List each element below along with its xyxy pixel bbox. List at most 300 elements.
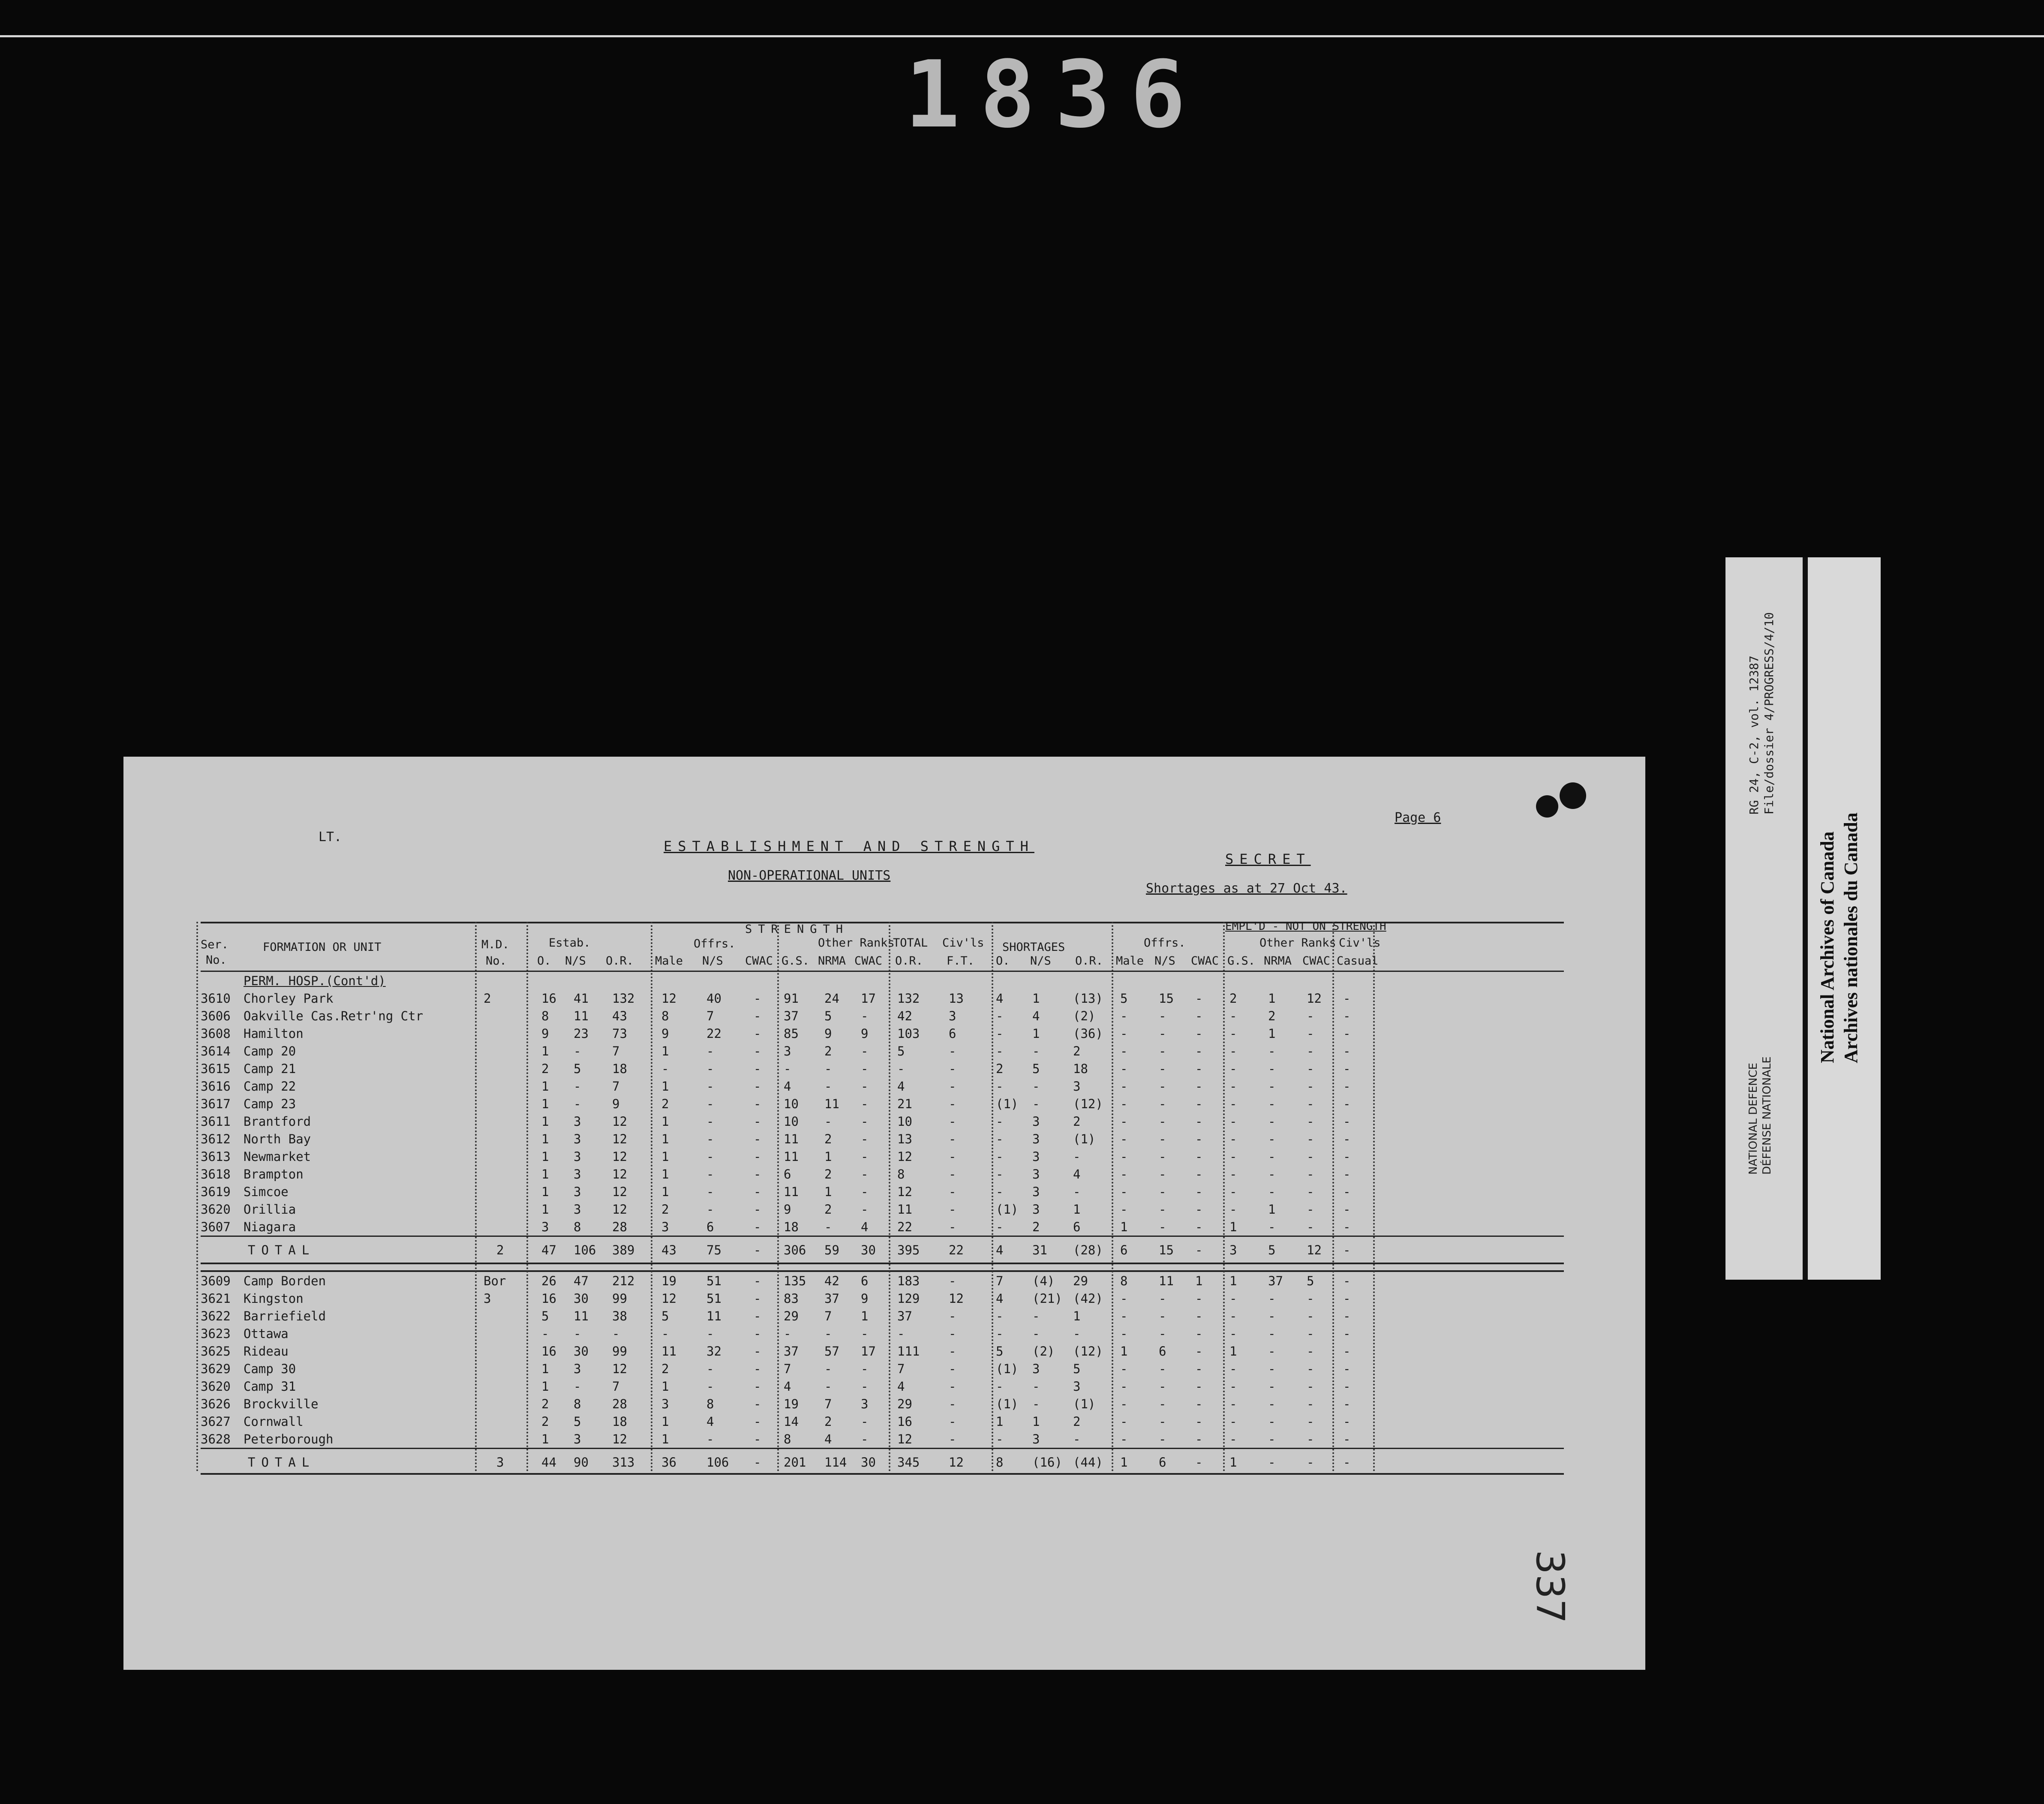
value-cell: 3: [1032, 1132, 1040, 1146]
value-cell: -: [1120, 1167, 1128, 1182]
value-cell: -: [1343, 1344, 1351, 1359]
value-cell: 14: [784, 1414, 799, 1429]
value-cell: -: [1032, 1326, 1040, 1341]
value-cell: -: [949, 1362, 956, 1376]
value-cell: 6: [861, 1274, 869, 1288]
value-cell: -: [1343, 1220, 1351, 1234]
value-cell: -: [1032, 1079, 1040, 1094]
value-cell: 1: [541, 1167, 549, 1182]
value-cell: 7: [612, 1079, 620, 1094]
value-cell: 23: [574, 1026, 589, 1041]
value-cell: -: [1229, 1362, 1237, 1376]
value-cell: 11: [661, 1344, 676, 1359]
value-cell: 4: [996, 1291, 1004, 1306]
table-row: [201, 1342, 1564, 1360]
value-cell: 10: [897, 1114, 912, 1129]
value-cell: 7: [612, 1379, 620, 1394]
table-row: [201, 1130, 1564, 1148]
file-line: File/dossier 4/PROGRESS/4/10: [1762, 612, 1776, 815]
value-cell: 29: [1073, 1274, 1088, 1288]
value-cell: -: [949, 1132, 956, 1146]
value-cell: -: [1307, 1326, 1314, 1341]
value-cell: (1): [1073, 1397, 1096, 1411]
table-row: [201, 1430, 1564, 1448]
value-cell: 12: [612, 1185, 627, 1199]
col-e-cwac2: CWAC: [1302, 954, 1331, 968]
value-cell: -: [574, 1326, 581, 1341]
value-cell: -: [1159, 1061, 1166, 1076]
value-cell: 3: [541, 1220, 549, 1234]
value-cell: -: [706, 1167, 714, 1182]
value-cell: -: [754, 1379, 761, 1394]
ser-no-cell: 3614: [201, 1044, 231, 1058]
total-cell: 59: [824, 1243, 839, 1257]
value-cell: 37: [784, 1344, 799, 1359]
col-e-ns: N/S: [1154, 954, 1175, 968]
unit-name-cell: North Bay: [243, 1132, 311, 1146]
value-cell: -: [1343, 1009, 1351, 1023]
value-cell: -: [1307, 1044, 1314, 1058]
value-cell: 3: [1032, 1167, 1040, 1182]
value-cell: 16: [897, 1414, 912, 1429]
ser-no-cell: 3615: [201, 1061, 231, 1076]
value-cell: 47: [574, 1274, 589, 1288]
value-cell: -: [1307, 1026, 1314, 1041]
value-cell: -: [706, 1149, 714, 1164]
value-cell: -: [824, 1362, 832, 1376]
value-cell: 2: [824, 1132, 832, 1146]
ser-no-cell: 3608: [201, 1026, 231, 1041]
value-cell: 5: [996, 1344, 1004, 1359]
value-cell: 111: [897, 1344, 920, 1359]
total-cell: (28): [1073, 1243, 1103, 1257]
value-cell: -: [861, 1379, 869, 1394]
table-row: [201, 1165, 1564, 1183]
table-row: [201, 1025, 1564, 1042]
value-cell: -: [1343, 1397, 1351, 1411]
value-cell: -: [996, 1132, 1004, 1146]
value-cell: 5: [574, 1414, 581, 1429]
value-cell: 3: [1032, 1149, 1040, 1164]
value-cell: 9: [784, 1202, 791, 1217]
value-cell: -: [1307, 1344, 1314, 1359]
value-cell: -: [1032, 1044, 1040, 1058]
ser-no-cell: 3617: [201, 1097, 231, 1111]
value-cell: 57: [824, 1344, 839, 1359]
value-cell: -: [1343, 1114, 1351, 1129]
value-cell: 2: [996, 1061, 1004, 1076]
value-cell: 5: [1073, 1362, 1081, 1376]
total-cell: -: [1268, 1455, 1276, 1470]
value-cell: -: [1159, 1397, 1166, 1411]
value-cell: -: [754, 1097, 761, 1111]
value-cell: 3: [661, 1397, 669, 1411]
total-cell: 12: [1307, 1243, 1322, 1257]
value-cell: -: [1343, 1132, 1351, 1146]
value-cell: -: [861, 1061, 869, 1076]
value-cell: 7: [897, 1362, 905, 1376]
value-cell: -: [754, 1432, 761, 1446]
value-cell: -: [1307, 1167, 1314, 1182]
total-cell: 43: [661, 1243, 676, 1257]
table-row: [201, 1095, 1564, 1112]
value-cell: 5: [897, 1044, 905, 1058]
value-cell: 3: [861, 1397, 869, 1411]
value-cell: -: [754, 1009, 761, 1023]
unit-name-cell: Hamilton: [243, 1026, 304, 1041]
value-cell: -: [1032, 1097, 1040, 1111]
value-cell: -: [1343, 1079, 1351, 1094]
column-rule: [992, 922, 993, 1472]
col-sh-o: O.: [996, 954, 1010, 968]
total-cell: 12: [949, 1455, 964, 1470]
value-cell: 16: [541, 991, 556, 1006]
document-card: [123, 757, 1645, 1670]
value-cell: 183: [897, 1274, 920, 1288]
value-cell: (1): [996, 1202, 1019, 1217]
value-cell: 129: [897, 1291, 920, 1306]
ser-no-cell: 3627: [201, 1414, 231, 1429]
value-cell: 19: [784, 1397, 799, 1411]
value-cell: -: [706, 1362, 714, 1376]
value-cell: 5: [574, 1061, 581, 1076]
value-cell: -: [1307, 1114, 1314, 1129]
value-cell: -: [1229, 1132, 1237, 1146]
col-gs: G.S.: [782, 954, 810, 968]
value-cell: 3: [574, 1114, 581, 1129]
total-cell: 75: [706, 1243, 721, 1257]
value-cell: 3: [1032, 1185, 1040, 1199]
value-cell: -: [996, 1079, 1004, 1094]
unit-name-cell: Camp 31: [243, 1379, 296, 1394]
value-cell: -: [1195, 1185, 1203, 1199]
value-cell: 12: [949, 1291, 964, 1306]
md-cell: 2: [484, 991, 491, 1006]
value-cell: -: [1343, 1167, 1351, 1182]
value-cell: -: [1229, 1432, 1237, 1446]
total-cell: 201: [784, 1455, 806, 1470]
value-cell: 3: [574, 1202, 581, 1217]
value-cell: 18: [784, 1220, 799, 1234]
value-cell: 12: [897, 1185, 912, 1199]
value-cell: -: [1268, 1061, 1276, 1076]
value-cell: -: [949, 1397, 956, 1411]
table-row: [201, 1325, 1564, 1342]
column-rule: [1373, 922, 1375, 1472]
table-row: [201, 989, 1564, 1007]
archive-reference: [1743, 574, 1794, 832]
value-cell: -: [996, 1309, 1004, 1323]
value-cell: 1: [661, 1044, 669, 1058]
ser-no-cell: 3619: [201, 1185, 231, 1199]
frame-number: 1836: [905, 41, 1205, 148]
col-sh-ns: N/S: [1030, 954, 1051, 968]
value-cell: -: [1268, 1362, 1276, 1376]
value-cell: -: [949, 1185, 956, 1199]
value-cell: -: [949, 1432, 956, 1446]
total-cell: -: [1343, 1455, 1351, 1470]
value-cell: -: [661, 1326, 669, 1341]
value-cell: -: [1159, 1132, 1166, 1146]
value-cell: -: [1032, 1397, 1040, 1411]
value-cell: 3: [574, 1132, 581, 1146]
value-cell: 12: [612, 1202, 627, 1217]
value-cell: 3: [1032, 1202, 1040, 1217]
value-cell: -: [1268, 1309, 1276, 1323]
value-cell: -: [1120, 1414, 1128, 1429]
table-row: [201, 1148, 1564, 1165]
value-cell: -: [861, 1362, 869, 1376]
value-cell: -: [1307, 1009, 1314, 1023]
value-cell: 4: [784, 1079, 791, 1094]
col-e-nrma: NRMA: [1264, 954, 1292, 968]
value-cell: 1: [541, 1097, 549, 1111]
section-separator: [201, 1263, 1564, 1272]
value-cell: -: [1073, 1326, 1081, 1341]
value-cell: -: [949, 1414, 956, 1429]
col-empld: EMPL'D - NOT ON STRENGTH: [1225, 920, 1386, 933]
value-cell: 16: [541, 1344, 556, 1359]
total-cell: -: [1195, 1455, 1203, 1470]
ser-no-cell: 3625: [201, 1344, 231, 1359]
value-cell: -: [754, 991, 761, 1006]
value-cell: -: [1229, 1291, 1237, 1306]
value-cell: 1: [661, 1379, 669, 1394]
value-cell: -: [1073, 1432, 1081, 1446]
value-cell: 37: [1268, 1274, 1283, 1288]
value-cell: 85: [784, 1026, 799, 1041]
value-cell: -: [754, 1149, 761, 1164]
value-cell: -: [754, 1061, 761, 1076]
value-cell: -: [861, 1326, 869, 1341]
value-cell: -: [754, 1220, 761, 1234]
col-ft: F.T.: [947, 954, 975, 968]
value-cell: 12: [661, 1291, 676, 1306]
value-cell: 22: [706, 1026, 721, 1041]
md-cell: 2: [496, 1243, 504, 1257]
ser-no-cell: 3621: [201, 1291, 231, 1306]
value-cell: 1: [541, 1114, 549, 1129]
col-estab-o: O.: [537, 954, 551, 968]
value-cell: -: [574, 1079, 581, 1094]
value-cell: 6: [1159, 1344, 1166, 1359]
value-cell: 4: [824, 1432, 832, 1446]
value-cell: 1: [661, 1132, 669, 1146]
value-cell: 12: [1307, 991, 1322, 1006]
value-cell: 17: [861, 991, 876, 1006]
table-row: [201, 1413, 1564, 1430]
value-cell: -: [1268, 1220, 1276, 1234]
value-cell: -: [1195, 1114, 1203, 1129]
value-cell: 7: [612, 1044, 620, 1058]
value-cell: -: [1120, 1397, 1128, 1411]
value-cell: 7: [824, 1397, 832, 1411]
value-cell: 4: [706, 1414, 714, 1429]
value-cell: -: [754, 1274, 761, 1288]
value-cell: -: [949, 1344, 956, 1359]
value-cell: 11: [824, 1097, 839, 1111]
value-cell: -: [1268, 1132, 1276, 1146]
value-cell: -: [1159, 1220, 1166, 1234]
value-cell: -: [861, 1079, 869, 1094]
value-cell: 1: [541, 1432, 549, 1446]
col-civils: Civ'ls: [942, 936, 984, 950]
col-ser: Ser.: [201, 938, 229, 951]
unit-name-cell: Brockville: [243, 1397, 319, 1411]
value-cell: -: [1268, 1044, 1276, 1058]
value-cell: -: [754, 1132, 761, 1146]
value-cell: -: [996, 1149, 1004, 1164]
value-cell: -: [1268, 1114, 1276, 1129]
value-cell: -: [949, 1309, 956, 1323]
total-cell: 1: [1229, 1455, 1237, 1470]
value-cell: -: [861, 1044, 869, 1058]
value-cell: 11: [784, 1185, 799, 1199]
value-cell: -: [824, 1379, 832, 1394]
value-cell: 12: [612, 1167, 627, 1182]
archives-panel: [1803, 557, 1881, 1280]
value-cell: 7: [824, 1309, 832, 1323]
value-cell: 3: [574, 1362, 581, 1376]
value-cell: -: [1307, 1309, 1314, 1323]
value-cell: -: [1159, 1114, 1166, 1129]
value-cell: 11: [897, 1202, 912, 1217]
group-label-row: [201, 972, 1564, 989]
value-cell: -: [706, 1044, 714, 1058]
table-row: [201, 1007, 1564, 1025]
value-cell: -: [1159, 1097, 1166, 1111]
value-cell: -: [706, 1114, 714, 1129]
value-cell: -: [1307, 1132, 1314, 1146]
value-cell: 1: [1073, 1202, 1081, 1217]
value-cell: -: [1343, 1274, 1351, 1288]
value-cell: (12): [1073, 1097, 1103, 1111]
value-cell: -: [949, 1079, 956, 1094]
group2-rows: [201, 1290, 1564, 1448]
value-cell: -: [897, 1061, 905, 1076]
value-cell: (1): [996, 1097, 1019, 1111]
value-cell: -: [706, 1079, 714, 1094]
value-cell: -: [949, 1379, 956, 1394]
department-en: NATIONAL DEFENCE: [1747, 1062, 1760, 1175]
value-cell: 10: [784, 1114, 799, 1129]
value-cell: 43: [612, 1009, 627, 1023]
value-cell: -: [1343, 1432, 1351, 1446]
value-cell: -: [996, 1009, 1004, 1023]
value-cell: 2: [541, 1397, 549, 1411]
ser-no-cell: 3626: [201, 1397, 231, 1411]
value-cell: 4: [1032, 1009, 1040, 1023]
unit-name-cell: Simcoe: [243, 1185, 289, 1199]
value-cell: 29: [784, 1309, 799, 1323]
col-e-cwac: CWAC: [1191, 954, 1219, 968]
unit-name-cell: Cornwall: [243, 1414, 304, 1429]
total-cell: 36: [661, 1455, 676, 1470]
value-cell: 3: [1073, 1079, 1081, 1094]
value-cell: -: [1268, 1291, 1276, 1306]
margin-number: 337: [1527, 1550, 1572, 1624]
value-cell: 24: [824, 991, 839, 1006]
value-cell: -: [1195, 1326, 1203, 1341]
value-cell: -: [949, 1202, 956, 1217]
value-cell: -: [754, 1044, 761, 1058]
ser-no-cell: 3609: [201, 1274, 231, 1288]
archive-label-strip: [1725, 557, 1876, 1280]
value-cell: -: [1307, 1202, 1314, 1217]
value-cell: -: [706, 1132, 714, 1146]
table-row: [201, 1183, 1564, 1200]
value-cell: -: [706, 1185, 714, 1199]
value-cell: 30: [574, 1344, 589, 1359]
value-cell: 11: [574, 1009, 589, 1023]
value-cell: 1: [824, 1185, 832, 1199]
value-cell: 12: [897, 1432, 912, 1446]
value-cell: -: [1120, 1061, 1128, 1076]
table-row: [201, 1077, 1564, 1095]
value-cell: -: [661, 1061, 669, 1076]
strength-table: [201, 922, 1564, 1475]
value-cell: 8: [541, 1009, 549, 1023]
value-cell: -: [824, 1061, 832, 1076]
unit-name-cell: Camp 20: [243, 1044, 296, 1058]
value-cell: 1: [1268, 1202, 1276, 1217]
value-cell: -: [1159, 1185, 1166, 1199]
value-cell: -: [996, 1220, 1004, 1234]
value-cell: -: [754, 1079, 761, 1094]
value-cell: 3: [949, 1009, 956, 1023]
value-cell: 11: [784, 1149, 799, 1164]
value-cell: 9: [824, 1026, 832, 1041]
col-e-casual: Casual: [1337, 954, 1379, 968]
column-rule: [1112, 922, 1113, 1472]
ser-no-cell: 3613: [201, 1149, 231, 1164]
value-cell: 2: [541, 1061, 549, 1076]
value-cell: -: [1159, 1026, 1166, 1041]
col-e-offrs: Offrs.: [1144, 936, 1186, 950]
value-cell: 2: [661, 1362, 669, 1376]
total-cell: 106: [706, 1455, 729, 1470]
column-rule: [526, 922, 528, 1472]
value-cell: -: [1307, 1397, 1314, 1411]
value-cell: -: [1159, 1291, 1166, 1306]
unit-name-cell: Orillia: [243, 1202, 296, 1217]
value-cell: 99: [612, 1291, 627, 1306]
value-cell: 9: [861, 1026, 869, 1041]
value-cell: -: [1343, 1044, 1351, 1058]
col-total-or: O.R.: [895, 954, 923, 968]
column-rule: [196, 922, 198, 1472]
ser-no-cell: 3628: [201, 1432, 231, 1446]
value-cell: -: [996, 1167, 1004, 1182]
value-cell: (1): [1073, 1132, 1096, 1146]
col-e-gs: G.S.: [1227, 954, 1256, 968]
md-cell: 3: [496, 1455, 504, 1470]
value-cell: -: [1159, 1326, 1166, 1341]
value-cell: 2: [1032, 1220, 1040, 1234]
value-cell: -: [949, 1097, 956, 1111]
department-fr: DÉFENSE NATIONALE: [1761, 1056, 1773, 1175]
value-cell: 2: [1073, 1414, 1081, 1429]
value-cell: -: [612, 1326, 620, 1341]
value-cell: -: [1120, 1202, 1128, 1217]
value-cell: -: [1307, 1432, 1314, 1446]
value-cell: -: [754, 1362, 761, 1376]
ser-no-cell: 3623: [201, 1326, 231, 1341]
value-cell: 2: [1073, 1114, 1081, 1129]
value-cell: -: [706, 1379, 714, 1394]
total-cell: 30: [861, 1455, 876, 1470]
value-cell: -: [1120, 1309, 1128, 1323]
